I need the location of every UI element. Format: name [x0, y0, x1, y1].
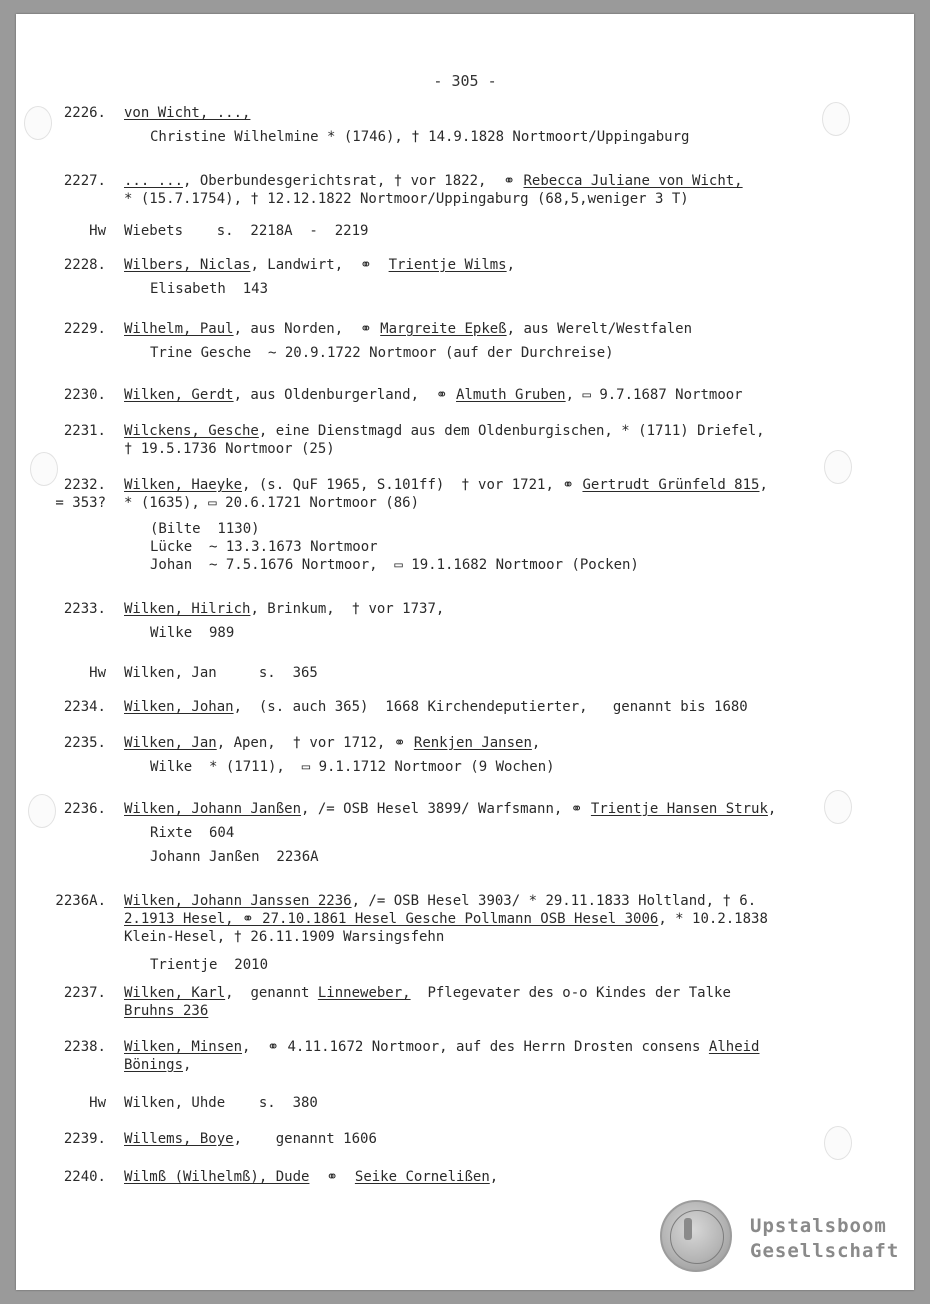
entry-number: Hw	[89, 665, 106, 681]
entry-2232	[16, 476, 914, 574]
entry-line	[124, 1002, 824, 1020]
underlined-name: Bönings	[124, 1057, 184, 1073]
text-segment: † 19.5.1736 Nortmoor (25)	[124, 441, 335, 457]
entry-text	[124, 734, 824, 776]
text-segment: Lücke ~ 13.3.1673 Nortmoor	[150, 539, 378, 555]
entry-number: 2237.	[63, 985, 106, 1001]
entry-line	[124, 320, 824, 338]
entry-2229	[16, 320, 914, 362]
text-segment: (Bilte 1130)	[150, 521, 260, 537]
underlined-name: Wilmß (Wilhelmß), Dude	[124, 1169, 310, 1185]
entry-line	[124, 600, 824, 618]
text-segment: Wilke * (1711), ▭ 9.1.1712 Nortmoor (9 Wochen)	[150, 759, 555, 775]
underlined-name: Wilken, Haeyke	[124, 477, 243, 493]
text-segment: Johan ~ 7.5.1676 Nortmoor, ▭ 19.1.1682 Nortmoor (Pocken)	[150, 557, 639, 573]
entry-text	[124, 698, 824, 716]
underlined-name: Alheid	[708, 1039, 760, 1055]
entry-line	[124, 800, 824, 818]
entry-number: 2238.	[63, 1039, 106, 1055]
entry-2233	[16, 600, 914, 642]
text-segment: , aus Norden, ⚭	[233, 321, 381, 337]
text-segment: , (s. auch 365) 1668 Kirchendeputierter, genannt bis 1680	[233, 699, 748, 715]
entry-2230	[16, 386, 914, 404]
entry-line	[150, 624, 824, 642]
underlined-name: Wilhelm, Paul	[124, 321, 234, 337]
text-segment: , eine Dienstmagd aus dem Oldenburgischen, * (1711) Driefel,	[258, 423, 765, 439]
entry-text	[124, 800, 824, 866]
text-segment: * (1635), ▭ 20.6.1721 Nortmoor (86)	[124, 495, 420, 511]
entry-text	[124, 422, 824, 458]
text-segment: ,	[767, 801, 777, 817]
entry-line	[124, 104, 824, 122]
text-segment: Pflegevater des o-o Kindes der Talke	[410, 985, 731, 1001]
entry-text	[124, 476, 824, 574]
text-segment: , Oberbundesgerichtsrat, † vor 1822, ⚭	[183, 173, 524, 189]
entry-number: 2227.	[63, 173, 106, 189]
entry-2231	[16, 422, 914, 458]
underlined-name: Wilckens, Gesche	[124, 423, 259, 439]
entry-line	[124, 1168, 824, 1186]
entry-text	[124, 1094, 824, 1112]
entry-2237	[16, 984, 914, 1020]
text-segment: , genannt	[225, 985, 318, 1001]
entry-Hw	[16, 1094, 914, 1112]
underlined-name: Renkjen Jansen	[413, 735, 532, 751]
entry-line	[124, 190, 824, 208]
entry-text	[124, 600, 824, 642]
entry-line	[124, 1094, 824, 1112]
entry-Hw	[16, 222, 914, 240]
entry-number: 2232.	[63, 477, 106, 493]
entry-line	[124, 892, 824, 910]
text-segment: Trientje 2010	[150, 957, 269, 973]
entry-line	[124, 984, 824, 1002]
underlined-name: Margreite Epkeß	[380, 321, 507, 337]
underlined-name: Willems, Boye	[124, 1131, 234, 1147]
text-segment: ,	[531, 735, 541, 751]
entry-line	[124, 734, 824, 752]
entry-line	[124, 476, 824, 494]
society-seal-logo	[660, 1200, 732, 1272]
entry-2239	[16, 1130, 914, 1148]
text-segment: , aus Werelt/Westfalen	[506, 321, 693, 337]
entry-text	[124, 984, 824, 1020]
entry-text	[124, 664, 824, 682]
entry-line	[124, 664, 824, 682]
entry-2238	[16, 1038, 914, 1074]
entry-line	[150, 128, 824, 146]
page-number: - 305 -	[433, 72, 497, 90]
entry-line	[124, 222, 824, 240]
text-segment: ⚭	[309, 1169, 355, 1185]
entry-2236	[16, 800, 914, 866]
entry-text	[124, 1168, 824, 1186]
entry-line	[124, 928, 824, 946]
entry-number: Hw	[89, 1095, 106, 1111]
text-segment: ,	[489, 1169, 499, 1185]
text-segment: ,	[759, 477, 768, 493]
underlined-name: ... ...	[124, 173, 184, 189]
text-segment: Wiebets s. 2218A - 2219	[124, 223, 369, 239]
entry-line	[150, 758, 824, 776]
underlined-name: Wilken, Johan	[124, 699, 234, 715]
entry-2228	[16, 256, 914, 298]
entry-number: 2236.	[63, 801, 106, 817]
wordmark-line1: Upstalsboom	[750, 1215, 887, 1237]
entry-text	[124, 172, 824, 208]
underlined-name: 2.1913 Hesel, ⚭ 27.10.1861 Hesel Gesche Pollmann OSB Hesel 3006	[124, 911, 659, 927]
text-segment: Trine Gesche ~ 20.9.1722 Nortmoor (auf der Durchreise)	[150, 345, 614, 361]
entry-2236A	[16, 892, 914, 974]
underlined-name: Wilken, Johann Janßen	[124, 801, 302, 817]
entry-2226	[16, 104, 914, 146]
entry-2235	[16, 734, 914, 776]
text-segment: Wilken, Jan s. 365	[124, 665, 318, 681]
entry-line	[124, 422, 824, 440]
entry-line	[124, 256, 824, 274]
entry-number: 2234.	[63, 699, 106, 715]
entry-line	[150, 538, 824, 556]
entry-line	[124, 172, 824, 190]
text-segment: ,	[506, 257, 516, 273]
underlined-name: Almuth Gruben	[456, 387, 566, 403]
entry-text	[124, 892, 824, 974]
entry-number: 2226.	[63, 105, 106, 121]
entry-number: 2239.	[63, 1131, 106, 1147]
underlined-name: Wilken, Hilrich	[124, 601, 251, 617]
underlined-name: Gertrudt Grünfeld 815	[582, 477, 760, 493]
entry-text	[124, 320, 824, 362]
entry-2234	[16, 698, 914, 716]
text-segment: , genannt 1606	[233, 1131, 377, 1147]
entry-2227	[16, 172, 914, 208]
text-segment: Elisabeth 143	[150, 281, 269, 297]
underlined-name: Wilken, Gerdt	[124, 387, 234, 403]
text-segment: Rixte 604	[150, 825, 235, 841]
entry-line	[124, 1038, 824, 1056]
entry-2240	[16, 1168, 914, 1186]
text-segment: , (s. QuF 1965, S.101ff) † vor 1721, ⚭	[242, 477, 583, 493]
text-segment: , ▭ 9.7.1687 Nortmoor	[565, 387, 743, 403]
entry-line	[124, 1130, 824, 1148]
entry-number: 2230.	[63, 387, 106, 403]
entry-text	[124, 256, 824, 298]
wordmark-line2: Gesellschaft	[750, 1240, 900, 1262]
entry-text	[124, 386, 824, 404]
text-segment: , aus Oldenburgerland, ⚭	[233, 387, 457, 403]
entry-line	[124, 494, 824, 512]
entry-line	[150, 520, 824, 538]
entry-line	[150, 280, 824, 298]
entry-number: 2236A.	[55, 893, 106, 909]
entry-text	[124, 1130, 824, 1148]
underlined-name: Wilbers, Niclas	[124, 257, 251, 273]
underlined-name: Wilken, Karl	[124, 985, 226, 1001]
entry-text	[124, 1038, 824, 1074]
text-segment: Johann Janßen 2236A	[150, 849, 319, 865]
underlined-name: Wilken, Johann Janssen 2236	[124, 893, 352, 909]
entry-line	[150, 344, 824, 362]
entry-number: 2235.	[63, 735, 106, 751]
entry-line	[124, 910, 824, 928]
entry-number: 2229.	[63, 321, 106, 337]
text-segment: , /= OSB Hesel 3899/ Warfsmann, ⚭	[301, 801, 591, 817]
entry-number: Hw	[89, 223, 106, 239]
entry-line	[150, 556, 824, 574]
underlined-name: Trientje Hansen Struk	[590, 801, 768, 817]
underlined-name: Wilken, Jan	[124, 735, 217, 751]
text-segment: Christine Wilhelmine * (1746), † 14.9.1828 Nortmoort/Uppingaburg	[150, 129, 690, 145]
entry-number: 2240.	[63, 1169, 106, 1185]
text-segment: , * 10.2.1838	[658, 911, 768, 927]
underlined-name: Trientje Wilms	[388, 257, 507, 273]
text-segment: , /= OSB Hesel 3903/ * 29.11.1833 Holtland, † 6.	[351, 893, 757, 909]
entry-text	[124, 104, 824, 146]
underlined-name: Seike Cornelißen	[354, 1169, 490, 1185]
entry-number: 2231.	[63, 423, 106, 439]
entry-line	[124, 386, 824, 404]
entry-line	[150, 824, 824, 842]
text-segment: , Brinkum, † vor 1737,	[250, 601, 445, 617]
underlined-name: von Wicht, ...,	[124, 105, 251, 121]
entry-line	[150, 956, 824, 974]
underlined-name: Bruhns 236	[124, 1003, 209, 1019]
text-segment: , Apen, † vor 1712, ⚭	[216, 735, 414, 751]
entry-number-note: = 353?	[55, 495, 106, 511]
underlined-name: Linneweber,	[317, 985, 411, 1001]
entry-Hw	[16, 664, 914, 682]
document-page	[16, 14, 914, 1290]
entry-line	[124, 1056, 824, 1074]
text-segment: Wilke 989	[150, 625, 235, 641]
entry-line	[150, 848, 824, 866]
entry-line	[124, 440, 824, 458]
entry-number: 2233.	[63, 601, 106, 617]
underlined-name: Rebecca Juliane von Wicht,	[523, 173, 743, 189]
entry-number: 2228.	[63, 257, 106, 273]
underlined-name: Wilken, Minsen	[124, 1039, 243, 1055]
text-segment: Wilken, Uhde s. 380	[124, 1095, 318, 1111]
text-segment: , Landwirt, ⚭	[250, 257, 389, 273]
entry-text	[124, 222, 824, 240]
text-segment: * (15.7.1754), † 12.12.1822 Nortmoor/Uppingaburg (68,5,weniger 3 T)	[124, 191, 689, 207]
text-segment: , ⚭ 4.11.1672 Nortmoor, auf des Herrn Drosten consens	[242, 1039, 709, 1055]
society-wordmark	[750, 1214, 899, 1264]
entry-line	[124, 698, 824, 716]
text-segment: ,	[183, 1057, 192, 1073]
text-segment: Klein-Hesel, † 26.11.1909 Warsingsfehn	[124, 929, 445, 945]
